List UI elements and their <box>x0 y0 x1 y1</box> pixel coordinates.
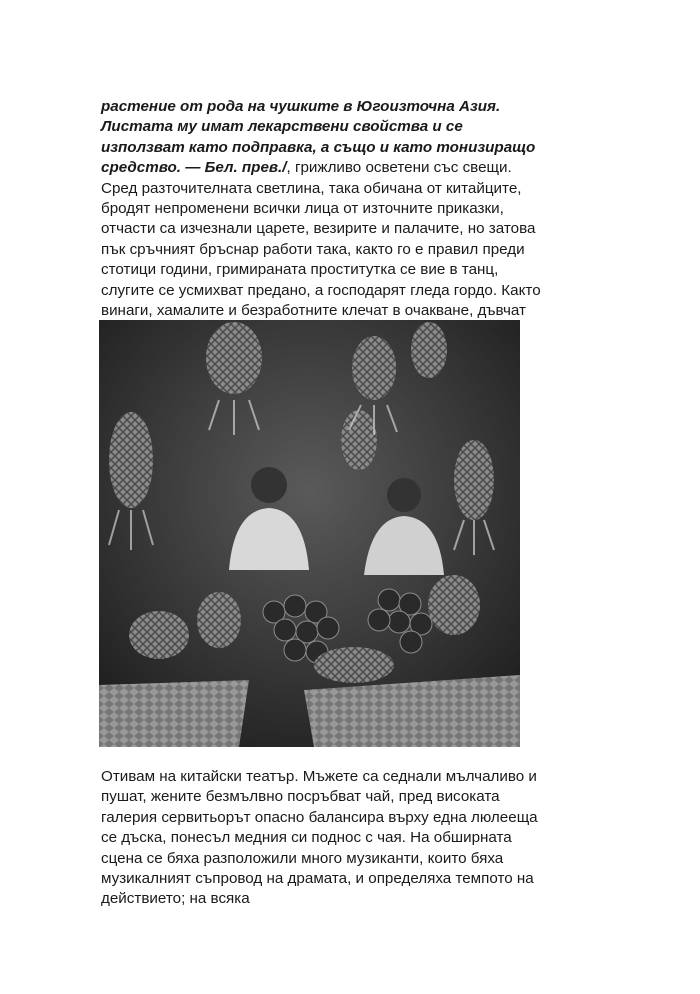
paragraph-top <box>101 97 541 342</box>
translator-note: растение от рода на чушките в Югоизточна Азия. Листата му имат лекарствени свойства и се използват като подправка, а също и като тонизиращо средство. — Бел. прев./ <box>101 98 536 177</box>
paragraph-bottom: Отивам на китайски театър. Мъжете са седнали мълчаливо и пушат, жените безмълвно посръбват чай, пред високата галерия сервитьорът опасно балансира върху една люлееща се дъска, понесъл медния си поднос с чая. На обширната сцена се бяха разположили много музиканти, които бяха музикалният съпровод на драмата, и определяха темпото на действието; на всяка <box>101 768 538 908</box>
market-photo <box>99 320 520 747</box>
paragraph-top-text: , грижливо осветени със свещи. Сред разточителната светлина, така обичана от китайците, бродят непроменени всички лица от източните приказки, отчасти са изчезнали царете, везирите и палачите, но затова пък сръчният бръснар работи така, както го е правил преди стотици години, гримираната проститутка се вие в танц, слугите се усмихват предано, а господарят гледа гордо. Както винаги, хамалите и безработните клечат в очакване, дъвчат <box>101 159 541 320</box>
